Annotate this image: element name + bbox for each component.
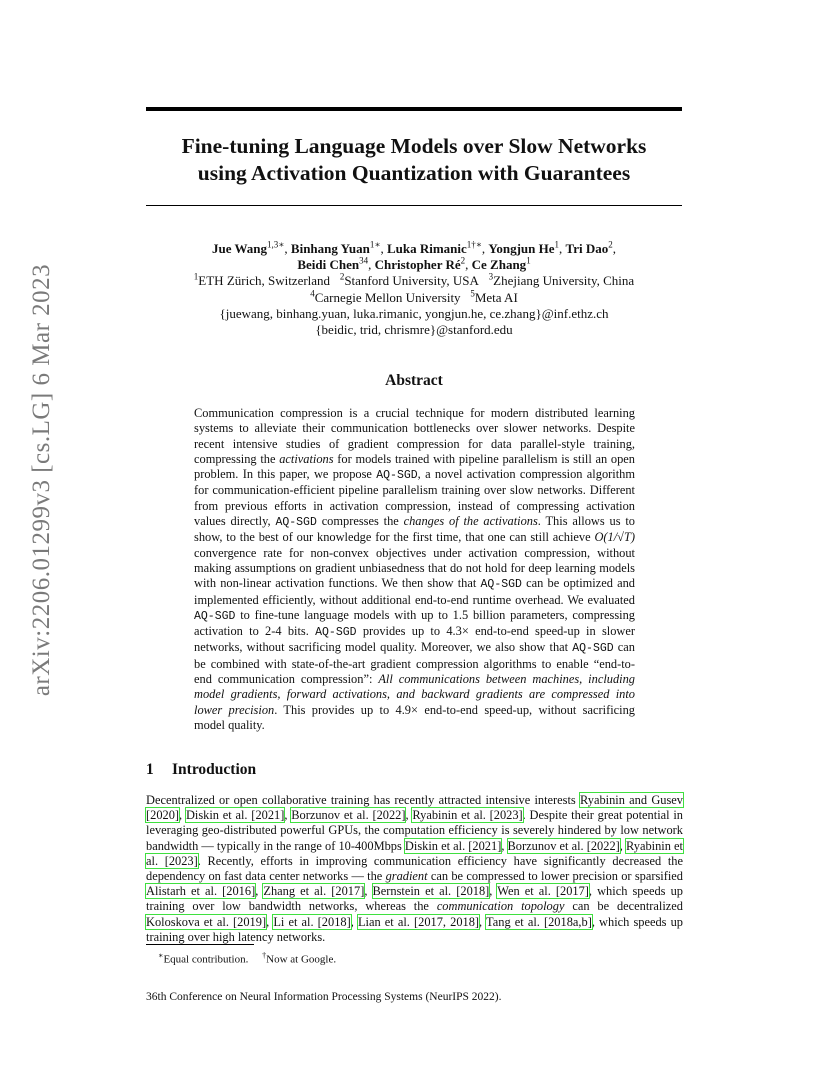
affiliation: Meta AI [474, 289, 518, 305]
affiliation-line-1: $^1$ETH Zürich, Switzerland $^2$Stanford University, USA $^3$Zhejiang University, China [193, 272, 635, 289]
conference-note: 36th Conference on Neural Information Processing Systems (NeurIPS 2022). [146, 991, 502, 1003]
paper-title [146, 133, 682, 187]
title-line-1: Fine-tuning Language Models over Slow Networks [181, 134, 647, 158]
citation-link[interactable]: Borzunov et al. [2022] [291, 808, 406, 823]
method-name: AQ-SGD [275, 516, 317, 530]
email-line-2[interactable]: {beidic, trid, chrismre}@stanford.edu [315, 322, 513, 338]
author-block [146, 241, 682, 338]
rate-formula: O(1/√T) [594, 530, 635, 545]
affil-sup: 2 [608, 239, 613, 250]
citation-link[interactable]: Tang et al. [2018a,b] [486, 914, 592, 929]
citation-link[interactable]: Zhang et al. [2017] [263, 884, 365, 899]
citation-link[interactable]: Ryabinin et al. [2023] [412, 808, 523, 823]
citation-link[interactable]: Li et al. [2018] [273, 914, 351, 929]
affil-sup: 1,3 [267, 239, 279, 250]
affil-sup: 1 [554, 239, 559, 250]
section-number: 1 [146, 761, 154, 778]
footnotes: ∗Equal contribution. †Now at Google. [158, 951, 337, 966]
title-top-rule [146, 107, 682, 111]
section-heading [146, 761, 256, 779]
footnote-rule [146, 944, 254, 945]
affiliation: Carnegie Mellon University [314, 289, 461, 305]
method-name: AQ-SGD [315, 626, 357, 640]
affiliation-line-2: $^4$Carnegie Mellon University $^5$Meta AI [310, 288, 518, 305]
affil-sup: 1 [526, 255, 531, 266]
affiliation: Stanford University, USA [344, 273, 479, 289]
affiliation: Zhejiang University, China [493, 273, 635, 289]
citation-link[interactable]: Lian et al. [2017, 2018] [357, 914, 480, 929]
author-line-2: Beidi Chen$^{34}$, Christopher $Ré^2$, Ce Zhang$^1$ [297, 255, 531, 273]
email-line-1[interactable]: {juewang, binhang.yuan, luka.rimanic, yongjun.he, ce.zhang}@inf.ethz.ch [219, 305, 609, 321]
footnote-equal: Equal contribution. [163, 953, 249, 966]
equal-mark: ∗ [374, 239, 381, 250]
abstract-body: Communication compression is a crucial technique for modern distributed learning systems to alleviate their communication bottlenecks over slower networks. Despite recent intensive studies of gradient compression for data parallel-style training, compressing the activations for models trained with pipeline parallelism is still an open problem. In this paper, we propose AQ-SGD, a novel activation compression algorithm for communication-efficient pipeline parallelism training over slow networks. Different from previous efforts in activation compression, instead of compressing activation values directly, AQ-SGD compresses the changes of the activations. This allows us to show, to the best of our knowledge for the first time, that one can still achieve O(1/√T) convergence rate for non-convex objectives under activation compression, without making assumptions on gradient unbiasedness that do not hold for deep learning models with non-linear activation functions. We then show that AQ-SGD can be optimized and implemented efficiently, without additional end-to-end runtime overhead. We evaluated AQ-SGD to fine-tune language models with up to 1.5 billion parameters, compressing activation to 2-4 bits. AQ-SGD provides up to 4.3× end-to-end speed-up in slower networks, without sacrificing model quality. Moreover, we also show that AQ-SGD can be combined with state-of-the-art gradient compression algorithms to enable “end-to-end communication compression”: All communications between machines, including model gradients, forward activations, and backward gradients are compressed into lower precision. This provides up to 4.9× end-to-end speed-up, without sacrificing model quality. [194, 406, 635, 732]
section-title: Introduction [172, 761, 257, 778]
method-name: AQ-SGD [376, 469, 418, 483]
author: Ce Zhang [471, 257, 527, 273]
author: Christopher Ré [374, 257, 461, 273]
author: Binhang Yuan [290, 241, 370, 256]
author: Beidi Chen [297, 257, 360, 273]
citation-link[interactable]: Diskin et al. [2021] [404, 838, 502, 853]
equal-mark: ∗ [278, 239, 285, 250]
footnote-google: Now at Google. [266, 953, 337, 966]
affiliation: ETH Zürich, Switzerland [198, 273, 331, 289]
author: Luka Rimanic [386, 241, 467, 256]
abstract-heading: Abstract [385, 372, 443, 389]
citation-link[interactable]: Bernstein et al. [2018] [372, 884, 490, 899]
author: Tri Dao [565, 241, 609, 256]
citation-link[interactable]: Alistarh et al. [2016] [146, 884, 256, 899]
citation-link[interactable]: Diskin et al. [2021] [185, 808, 285, 823]
citation-link[interactable]: Wen et al. [2017] [497, 884, 589, 899]
citation-link[interactable]: Ryabinin et al. [2023] [146, 838, 683, 868]
citation-link[interactable]: Koloskova et al. [2019] [146, 914, 267, 929]
author-line-1: Jue Wang$^{1,3∗}$, Binhang Yuan$^{1∗}$, Luka Rimanic$^{1\dagger∗}$, Yongjun He$^1$, Tri Dao$^2$, [212, 239, 616, 256]
arxiv-stamp: arXiv:2206.01299v3 [cs.LG] 6 Mar 2023 [28, 263, 55, 697]
method-name: AQ-SGD [194, 609, 236, 623]
title-bottom-rule [146, 205, 682, 206]
citation-link[interactable]: Ryabinin and Gusev [2020] [146, 793, 683, 823]
affil-sup: 34 [359, 255, 369, 266]
intro-paragraph: Decentralized or open collaborative training has recently attracted intensive interests Ryabinin and Gusev [2020], Diskin et al. [2021], Borzunov et al. [2022], Ryabinin et al. [2023]. Despite their great potential in leveraging geo-distributed powerful GPUs, the computation efficiency is severely hindered by low network bandwidth — typically in the range of 10-400Mbps Diskin et al. [2021], Borzunov et al. [2022], Ryabinin et al. [2023]. Recently, efforts in improving communication efficiency have significantly decreased the dependency on fast data center networks — the gradient can be compressed to lower precision or sparsified Alistarh et al. [2016], Zhang et al. [2017], Bernstein et al. [2018], Wen et al. [2017], which speeds up training over low bandwidth networks, whereas the communication topology can be decentralized Koloskova et al. [2019], Li et al. [2018], Lian et al. [2017, 2018], Tang et al. [2018a,b], which speeds up training over high latency networks. [146, 793, 683, 944]
method-name: AQ-SGD [480, 578, 522, 592]
author: Yongjun He [488, 241, 555, 256]
title-line-2: using Activation Quantization with Guarantees [197, 161, 631, 185]
author: Jue Wang [212, 241, 268, 256]
method-name: AQ-SGD [572, 642, 614, 656]
affil-sup: 2 [460, 255, 466, 266]
equal-mark: ∗ [475, 239, 482, 250]
affil-sup: 1† [466, 239, 476, 250]
citation-link[interactable]: Borzunov et al. [2022] [507, 838, 620, 853]
affil-sup: 1 [369, 239, 375, 250]
